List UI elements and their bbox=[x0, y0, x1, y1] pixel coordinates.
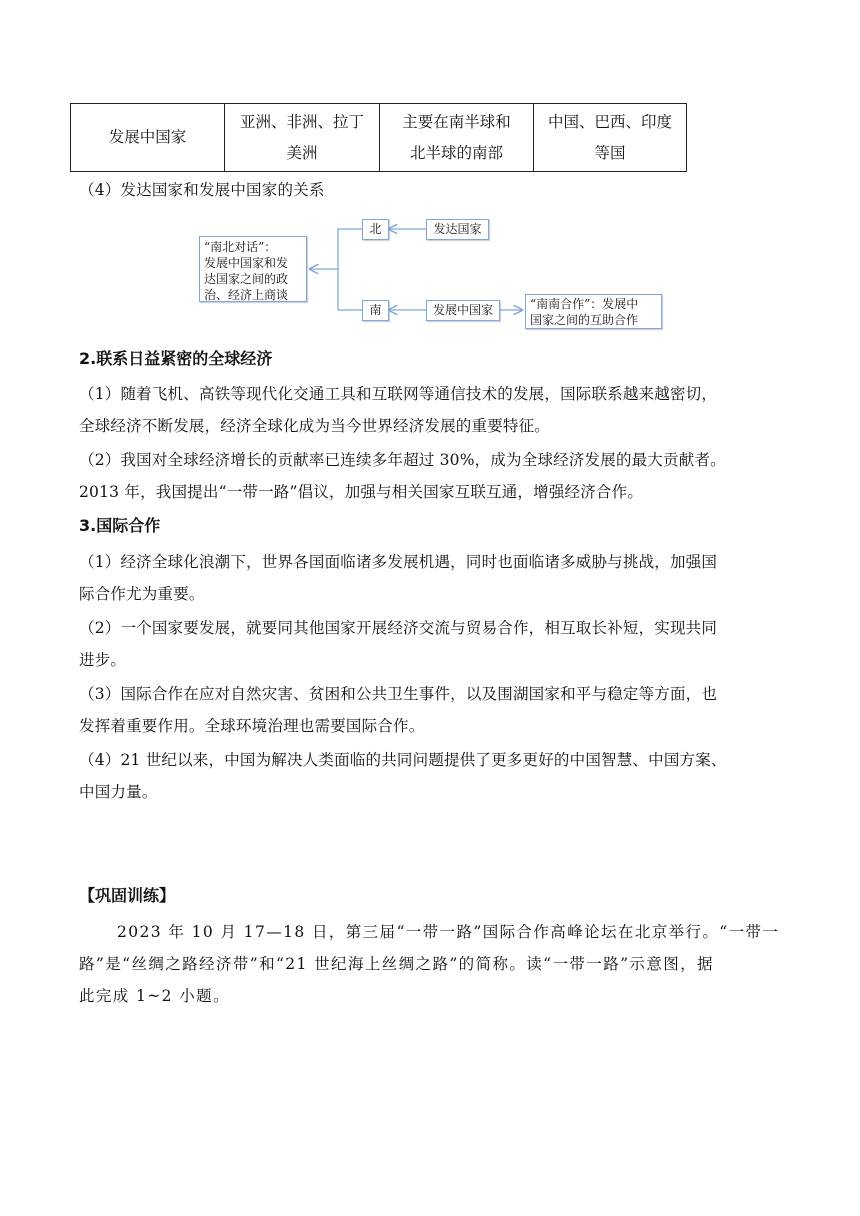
section2-paragraph-1: （1）随着飞机、高铁等现代化交通工具和互联网等通信技术的发展，国际联系越来越密切， 全球经济不断发展，经济全球化成为当今世界经济发展的重要特征。 bbox=[79, 385, 718, 435]
table-cell-regions: 亚洲、非洲、拉丁 美洲 bbox=[225, 104, 380, 172]
table-cell-examples: 中国、巴西、印度 等国 bbox=[534, 104, 687, 172]
developed-countries-box: 发达国家 bbox=[426, 219, 489, 240]
table-cell-category: 发展中国家 bbox=[71, 104, 225, 172]
north-box: 北 bbox=[362, 219, 389, 240]
bracket-north-south bbox=[338, 229, 362, 310]
section2-paragraph-2: （2）我国对全球经济增长的贡献率已连续多年超过 30%，成为全球经济发展的最大贡献者。 2013 年，我国提出“一带一路”倡议，加强与相关国家互联互通，增强经济合作。 bbox=[79, 451, 726, 501]
developing-countries-box: 发展中国家 bbox=[426, 300, 500, 321]
exercise-intro: 2023 年 10 月 17—18 日，第三届“一带一路”国际合作高峰论坛在北京举行。“一带一 路”是“丝绸之路经济带”和“21 世纪海上丝绸之路”的简称。读“一带一路”示意图，据 此完成 1~2 小题。 bbox=[79, 923, 780, 1005]
north-south-dialogue-box: “南北对话”： 发展中国家和发 达国家之间的政 治、经济上商谈 bbox=[199, 236, 307, 302]
section3-paragraph-4: （4）21 世纪以来，中国为解决人类面临的共同问题提供了更多更好的中国智慧、中国方案、 中国力量。 bbox=[79, 751, 727, 801]
diagram-connectors bbox=[0, 0, 860, 340]
table-cell-location: 主要在南半球和 北半球的南部 bbox=[380, 104, 534, 172]
section3-paragraph-1: （1）经济全球化浪潮下，世界各国面临诸多发展机遇，同时也面临诸多威胁与挑战，加强国 际合作尤为重要。 bbox=[79, 553, 718, 603]
section2-title: 2.联系日益紧密的全球经济 bbox=[79, 349, 273, 368]
section3-paragraph-3: （3）国际合作在应对自然灾害、贫困和公共卫生事件，以及围湖国家和平与稳定等方面，也 发挥着重要作用。全球环境治理也需要国际合作。 bbox=[79, 685, 718, 735]
exercise-title: 【巩固训练】 bbox=[79, 886, 176, 905]
section1-item4: （4）发达国家和发展中国家的关系 bbox=[79, 181, 325, 199]
south-south-cooperation-box: “南南合作”：发展中 国家之间的互助合作 bbox=[525, 294, 662, 329]
section3-title: 3.国际合作 bbox=[79, 516, 161, 535]
relationship-diagram bbox=[0, 0, 860, 340]
south-box: 南 bbox=[362, 300, 389, 321]
section3-paragraph-2: （2）一个国家要发展，就要同其他国家开展经济交流与贸易合作，相互取长补短，实现共同 进步。 bbox=[79, 619, 718, 669]
